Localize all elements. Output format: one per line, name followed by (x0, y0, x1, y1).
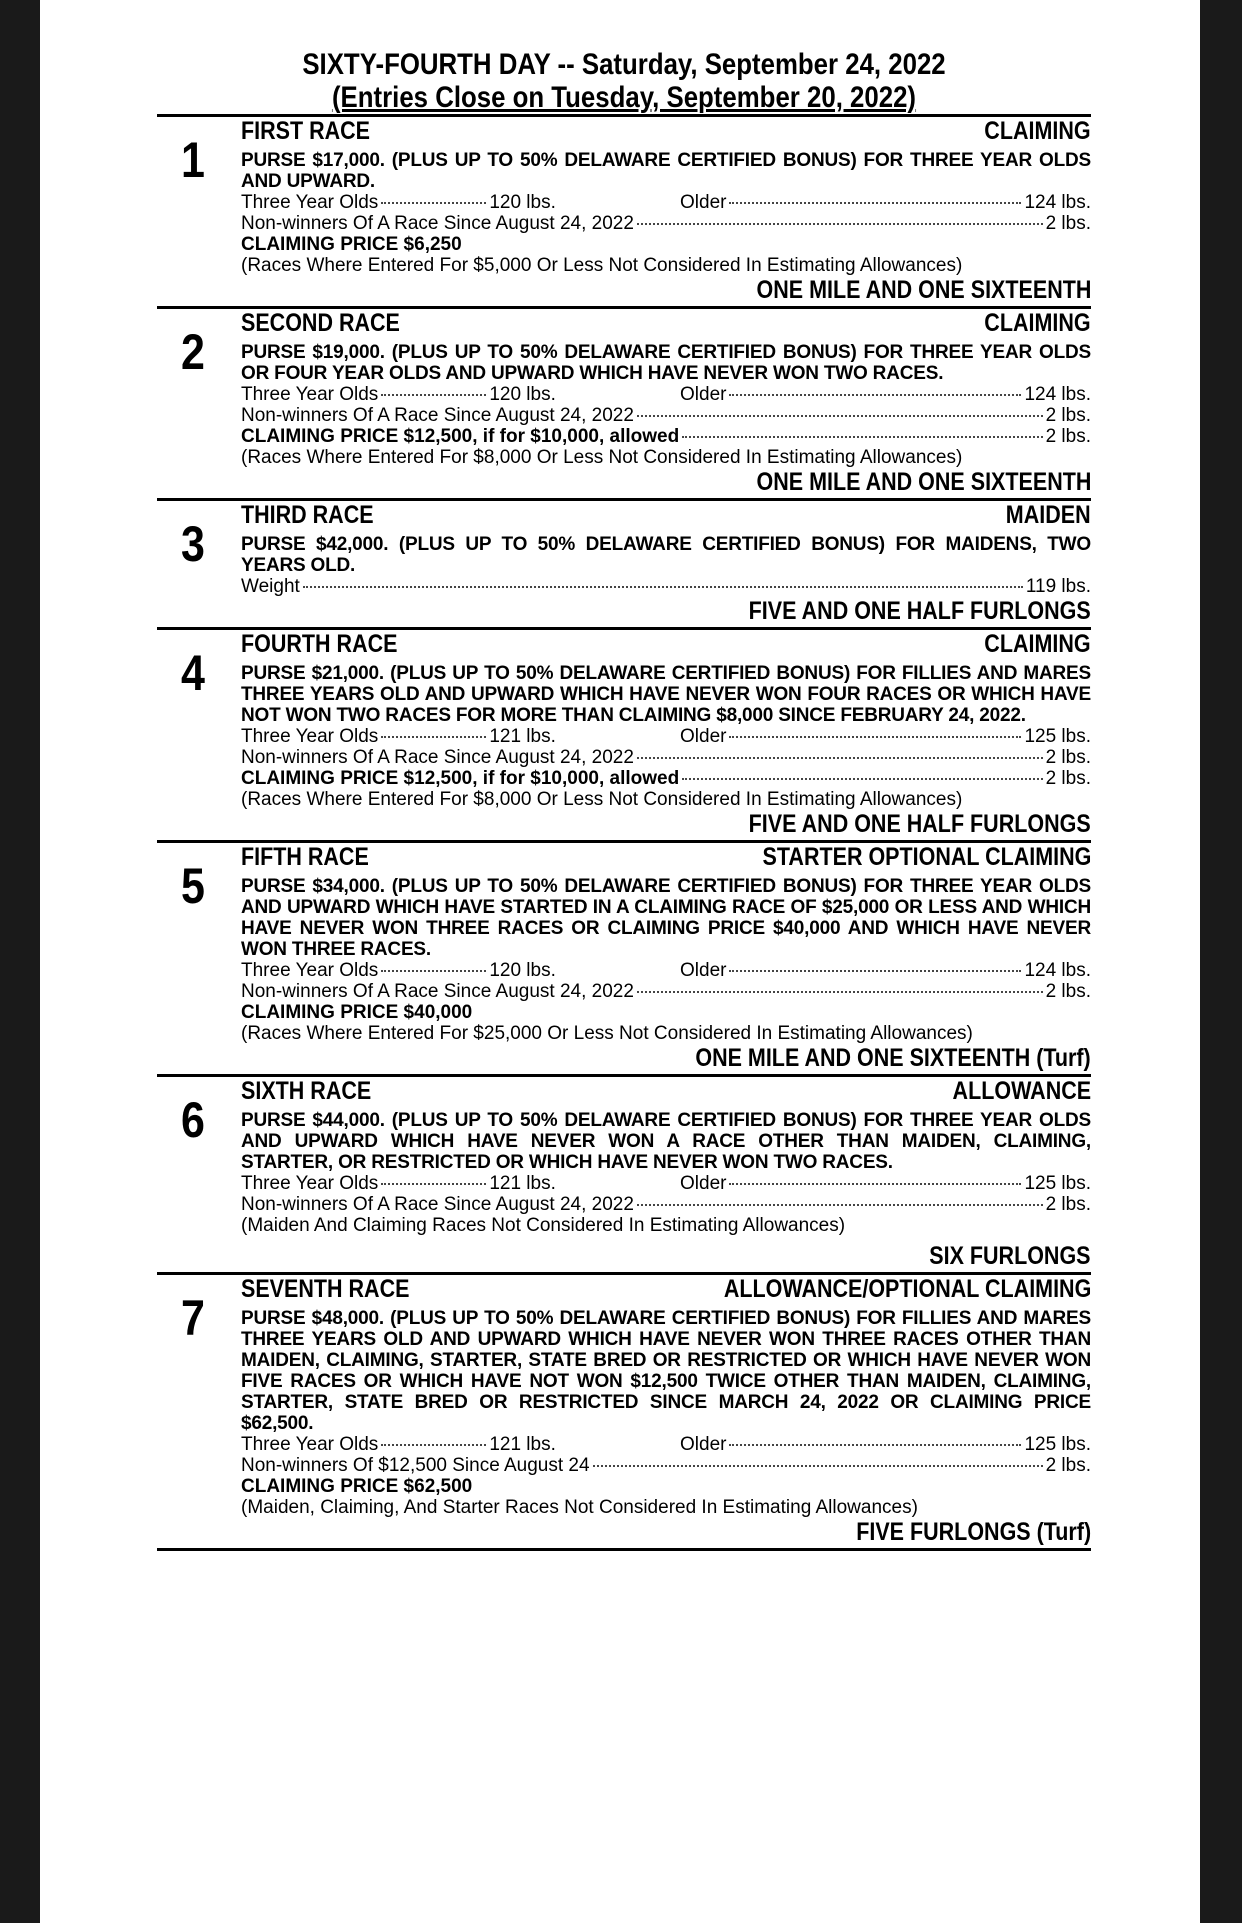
older-weight: 124 lbs. (1024, 384, 1091, 405)
three-year-olds-label: Three Year Olds (241, 1434, 379, 1455)
allowance-weight: 2 lbs. (1045, 1194, 1091, 1215)
older-label: Older (680, 1173, 727, 1194)
condition-book (157, 48, 1091, 1551)
claiming-price: CLAIMING PRICE $6,250 (241, 234, 462, 255)
race-header (241, 1077, 1091, 1105)
allowance-weight: 2 lbs. (1045, 1455, 1091, 1476)
race-note: (Races Where Entered For $8,000 Or Less Not Considered In Estimating Allowances) (241, 789, 963, 810)
three-year-olds-weight: 121 lbs. (489, 1173, 556, 1194)
older-label: Older (680, 960, 727, 981)
allowance-weight: 2 lbs. (1045, 747, 1091, 768)
weight-row (241, 1434, 1091, 1455)
older-weight: 125 lbs. (1024, 1173, 1091, 1194)
allowance-weight: 2 lbs. (1045, 981, 1091, 1002)
race-type: ALLOWANCE (952, 1077, 1091, 1105)
weight-row (241, 726, 1091, 747)
three-year-olds-weight: 120 lbs. (489, 192, 556, 213)
claiming-weight: 2 lbs. (1045, 426, 1091, 447)
allowance-row (241, 1455, 1091, 1476)
race-number: 4 (181, 645, 205, 701)
race-distance: ONE MILE AND ONE SIXTEENTH (756, 276, 1091, 304)
allowance-row (241, 1194, 1091, 1215)
weight-row (241, 384, 1091, 405)
race-type: CLAIMING (984, 309, 1091, 337)
weight-row (241, 192, 1091, 213)
three-year-olds-weight: 120 lbs. (489, 960, 556, 981)
older-weight: 124 lbs. (1024, 960, 1091, 981)
older-label: Older (680, 384, 727, 405)
allowance-label: Non-winners Of A Race Since August 24, 2022 (241, 981, 634, 1002)
older-label: Older (680, 1434, 727, 1455)
race-6 (157, 1074, 1091, 1272)
older-weight: 124 lbs. (1024, 192, 1091, 213)
race-distance: FIVE FURLONGS (Turf) (856, 1518, 1091, 1546)
allowance-label: Non-winners Of A Race Since August 24, 2022 (241, 405, 634, 426)
race-distance: FIVE AND ONE HALF FURLONGS (748, 810, 1091, 838)
claiming-price: CLAIMING PRICE $12,500, if for $10,000, allowed (241, 426, 680, 447)
race-number: 5 (181, 858, 205, 914)
title-line-1: SIXTY-FOURTH DAY -- Saturday, September 24, 2022 (302, 48, 946, 81)
page-title (222, 48, 1025, 114)
race-conditions: PURSE $42,000. (PLUS UP TO 50% DELAWARE CERTIFIED BONUS) FOR MAIDENS, TWO YEARS OLD. (241, 534, 1091, 576)
race-note: (Races Where Entered For $5,000 Or Less Not Considered In Estimating Allowances) (241, 255, 963, 276)
document-page (40, 0, 1200, 1923)
race-conditions: PURSE $48,000. (PLUS UP TO 50% DELAWARE CERTIFIED BONUS) FOR FILLIES AND MARES THREE YEARS OLD AND UPWARD WHICH HAVE NEVER WON THREE RACES OTHER THAN MAIDEN, CLAIMING, STARTER, STATE BRED OR RESTRICTED OR WHICH HAVE NEVER WON FIVE RACES OR WHICH HAVE NOT WON $12,500 TWICE OTHER THAN MAIDEN, CLAIMING, STARTER, STATE BRED OR RESTRICTED SINCE MARCH 24, 2022 OR CLAIMING PRICE $62,500. (241, 1308, 1091, 1434)
claiming-price: CLAIMING PRICE $62,500 (241, 1476, 473, 1497)
older-label: Older (680, 726, 727, 747)
race-type: MAIDEN (1006, 501, 1091, 529)
weight-row (241, 1173, 1091, 1194)
race-note: (Races Where Entered For $25,000 Or Less Not Considered In Estimating Allowances) (241, 1023, 973, 1044)
race-conditions: PURSE $44,000. (PLUS UP TO 50% DELAWARE CERTIFIED BONUS) FOR THREE YEAR OLDS AND UPWARD WHICH HAVE NEVER WON A RACE OTHER THAN MAIDEN, CLAIMING, STARTER, OR RESTRICTED OR WHICH HAVE NEVER WON TWO RACES. (241, 1110, 1091, 1173)
race-conditions: PURSE $21,000. (PLUS UP TO 50% DELAWARE CERTIFIED BONUS) FOR FILLIES AND MARES THREE YEARS OLD AND UPWARD WHICH HAVE NEVER WON FOUR RACES OR WHICH HAVE NOT WON TWO RACES FOR MORE THAN CLAIMING $8,000 SINCE FEBRUARY 24, 2022. (241, 663, 1091, 726)
race-conditions: PURSE $17,000. (PLUS UP TO 50% DELAWARE CERTIFIED BONUS) FOR THREE YEAR OLDS AND UPWARD. (241, 150, 1091, 192)
race-header (241, 117, 1091, 145)
race-number: 6 (181, 1092, 205, 1148)
race-conditions: PURSE $34,000. (PLUS UP TO 50% DELAWARE CERTIFIED BONUS) FOR THREE YEAR OLDS AND UPWARD WHICH HAVE STARTED IN A CLAIMING RACE OF $25,000 OR LESS AND WHICH HAVE NEVER WON THREE RACES OR CLAIMING PRICE $40,000 AND WHICH HAVE NEVER WON THREE RACES. (241, 876, 1091, 960)
race-3 (157, 498, 1091, 627)
race-number: 3 (181, 516, 205, 572)
race-note: (Maiden And Claiming Races Not Considered In Estimating Allowances) (241, 1215, 846, 1236)
allowance-weight: 2 lbs. (1045, 213, 1091, 234)
race-type: CLAIMING (984, 117, 1091, 145)
race-note: (Maiden, Claiming, And Starter Races Not Considered In Estimating Allowances) (241, 1497, 918, 1518)
race-name: THIRD RACE (241, 501, 374, 529)
race-distance: FIVE AND ONE HALF FURLONGS (748, 597, 1091, 625)
allowance-label: Non-winners Of A Race Since August 24, 2022 (241, 1194, 634, 1215)
race-name: FOURTH RACE (241, 630, 398, 658)
three-year-olds-weight: 121 lbs. (489, 1434, 556, 1455)
race-name: SEVENTH RACE (241, 1275, 410, 1303)
race-name: FIRST RACE (241, 117, 370, 145)
three-year-olds-label: Three Year Olds (241, 960, 379, 981)
claiming-weight: 2 lbs. (1045, 768, 1091, 789)
title-line-2: (Entries Close on Tuesday, September 20, 2022) (331, 81, 917, 114)
older-label: Older (680, 192, 727, 213)
race-4 (157, 627, 1091, 840)
race-type: CLAIMING (984, 630, 1091, 658)
race-header (241, 309, 1091, 337)
weight-value: 119 lbs. (1025, 576, 1091, 597)
allowance-label: Non-winners Of A Race Since August 24, 2022 (241, 747, 634, 768)
race-number: 1 (181, 132, 205, 188)
race-type: STARTER OPTIONAL CLAIMING (762, 843, 1091, 871)
three-year-olds-weight: 121 lbs. (489, 726, 556, 747)
race-conditions: PURSE $19,000. (PLUS UP TO 50% DELAWARE CERTIFIED BONUS) FOR THREE YEAR OLDS OR FOUR YEAR OLDS AND UPWARD WHICH HAVE NEVER WON TWO RACES. (241, 342, 1091, 384)
allowance-row (241, 981, 1091, 1002)
race-7 (157, 1272, 1091, 1551)
race-type: ALLOWANCE/OPTIONAL CLAIMING (723, 1275, 1091, 1303)
race-distance: ONE MILE AND ONE SIXTEENTH (756, 468, 1091, 496)
allowance-row (241, 405, 1091, 426)
three-year-olds-label: Three Year Olds (241, 192, 379, 213)
older-weight: 125 lbs. (1024, 726, 1091, 747)
race-header (241, 501, 1091, 529)
weight-row (241, 960, 1091, 981)
race-number: 7 (181, 1290, 205, 1346)
claiming-row (241, 768, 1091, 789)
race-name: SECOND RACE (241, 309, 400, 337)
allowance-label: Non-winners Of $12,500 Since August 24 (241, 1455, 590, 1476)
allowance-weight: 2 lbs. (1045, 405, 1091, 426)
allowance-row (241, 747, 1091, 768)
race-header (241, 630, 1091, 658)
claiming-price: CLAIMING PRICE $12,500, if for $10,000, allowed (241, 768, 680, 789)
race-distance: SIX FURLONGS (929, 1242, 1091, 1270)
three-year-olds-label: Three Year Olds (241, 384, 379, 405)
race-header (241, 843, 1091, 871)
race-5 (157, 840, 1091, 1074)
allowance-row (241, 213, 1091, 234)
claiming-price: CLAIMING PRICE $40,000 (241, 1002, 473, 1023)
race-note: (Races Where Entered For $8,000 Or Less Not Considered In Estimating Allowances) (241, 447, 963, 468)
race-1 (157, 114, 1091, 306)
race-2 (157, 306, 1091, 498)
three-year-olds-label: Three Year Olds (241, 726, 379, 747)
race-name: SIXTH RACE (241, 1077, 372, 1105)
allowance-label: Non-winners Of A Race Since August 24, 2022 (241, 213, 634, 234)
race-name: FIFTH RACE (241, 843, 369, 871)
race-distance: ONE MILE AND ONE SIXTEENTH (Turf) (695, 1044, 1091, 1072)
weight-row (241, 576, 1091, 597)
race-number: 2 (181, 324, 205, 380)
older-weight: 125 lbs. (1024, 1434, 1091, 1455)
three-year-olds-label: Three Year Olds (241, 1173, 379, 1194)
weight-label: Weight (241, 576, 300, 597)
claiming-row (241, 426, 1091, 447)
race-header (241, 1275, 1091, 1303)
three-year-olds-weight: 120 lbs. (489, 384, 556, 405)
